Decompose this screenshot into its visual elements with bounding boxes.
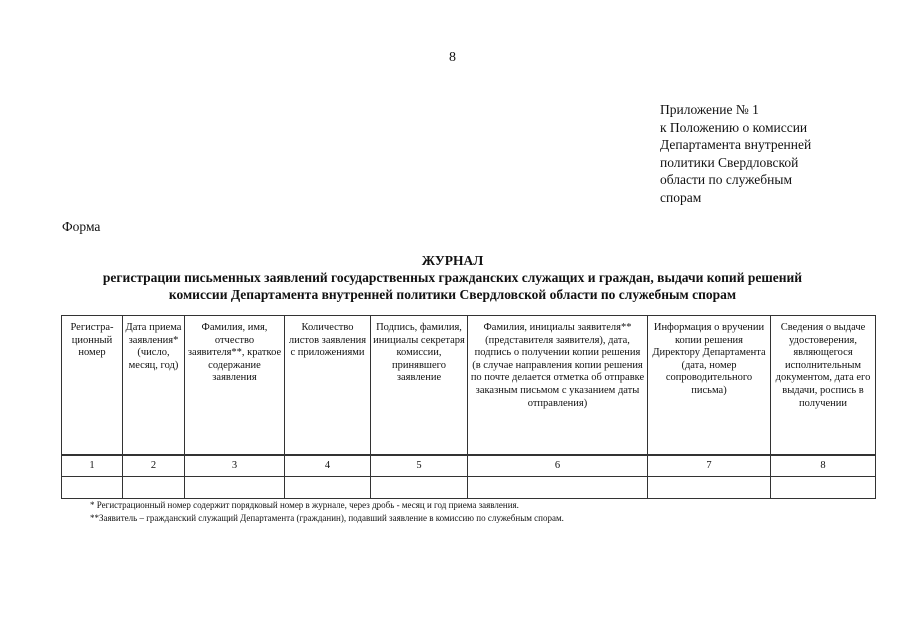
column-header: Фамилия, инициалы заявителя** (представителя заявителя), дата, подпись о получении копии решения (в случае направления копии решения по почте делается отметка об отправке заказным письмом с указанием даты отправления) (468, 316, 648, 456)
page-number: 8 (449, 50, 456, 65)
column-number: 4 (285, 455, 371, 477)
column-header: Фамилия, имя, отчество заявителя**, краткое содержание заявления (185, 316, 285, 456)
appendix-line: Департамента внутренней (660, 137, 812, 152)
appendix-line: спорам (660, 189, 702, 205)
column-header: Сведения о выдаче удостоверения, являющегося исполнительным документом, дата его выдачи, роспись в получении (771, 316, 876, 456)
table-cell (62, 477, 123, 499)
column-number: 2 (123, 455, 185, 477)
table-cell (371, 477, 468, 499)
column-header: Информация о вручении копии решения Директору Департамента (дата, номер сопроводительного письма) (648, 316, 771, 456)
column-header: Дата приема заявления* (число, месяц, год) (123, 316, 185, 456)
title-heading: ЖУРНАЛ (421, 253, 484, 268)
column-number: 3 (185, 455, 285, 477)
appendix-line: Приложение № 1 (660, 102, 759, 117)
footnote: **Заявитель – гражданский служащий Департамента (гражданин), подавший заявление в комиссию по служебным спорам. (90, 513, 564, 523)
column-number: 1 (62, 455, 123, 477)
journal-table (61, 315, 876, 499)
appendix-line: к Положению о комиссии (660, 119, 808, 135)
column-header: Подпись, фамилия, инициалы секретаря комиссии, принявшего заявление (371, 316, 468, 456)
column-header: Регистра-ционный номер (62, 316, 123, 456)
table-header-row (62, 316, 876, 456)
column-number: 5 (371, 455, 468, 477)
table-cell (648, 477, 771, 499)
table-row (62, 477, 876, 499)
title-line: регистрации письменных заявлений государственных гражданских служащих и граждан, выдачи копий решений (102, 270, 803, 285)
appendix-line: области по служебным (660, 172, 793, 187)
footnote: * Регистрационный номер содержит порядковый номер в журнале, через дробь - месяц и год приема заявления. (90, 500, 519, 510)
footnotes (90, 499, 564, 525)
table-cell (771, 477, 876, 499)
column-number: 7 (648, 455, 771, 477)
column-number-row (62, 455, 876, 477)
table-cell (123, 477, 185, 499)
table-cell (468, 477, 648, 499)
appendix-line: политики Свердловской (660, 154, 799, 170)
table-cell (185, 477, 285, 499)
document-title (40, 252, 865, 303)
title-line: комиссии Департамента внутренней политики Свердловской области по служебным спорам (168, 287, 737, 302)
form-label: Форма (62, 219, 101, 234)
column-number: 6 (468, 455, 648, 477)
column-header: Количество листов заявления с приложениями (285, 316, 371, 456)
appendix-block (660, 101, 860, 206)
column-number: 8 (771, 455, 876, 477)
table-cell (285, 477, 371, 499)
